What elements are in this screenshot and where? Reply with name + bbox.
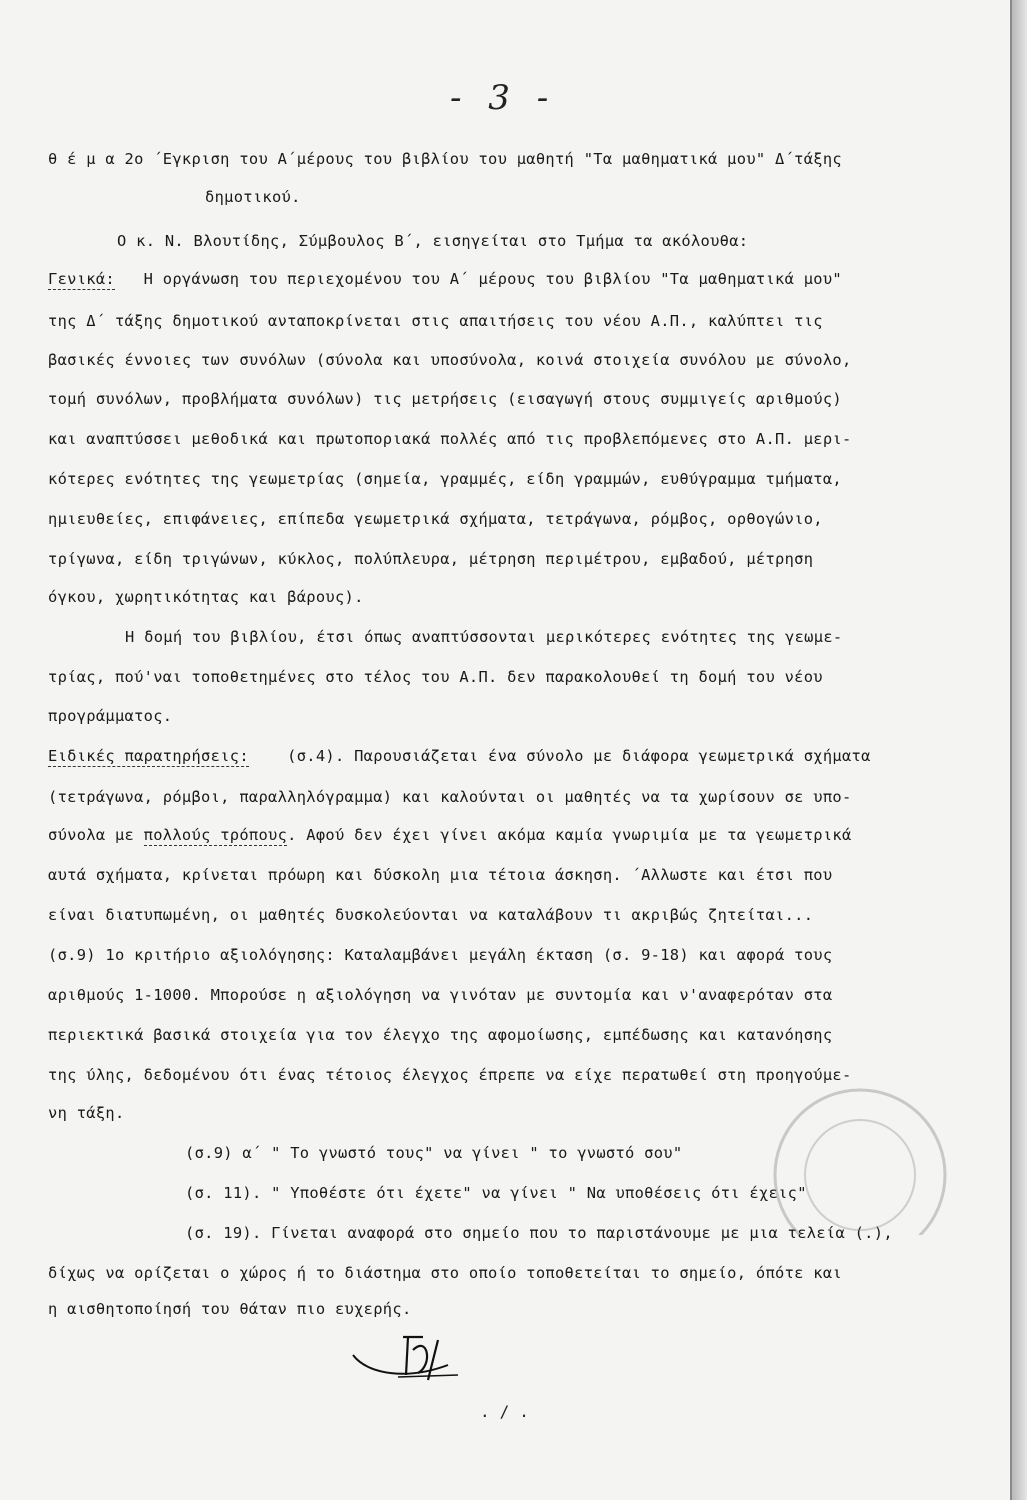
topic-heading-cont: δημοτικού.: [205, 188, 301, 206]
underlined-phrase: πολλούς τρόπους: [143, 826, 288, 844]
paragraph-line: τρίγωνα, είδη τριγώνων, κύκλος, πολύπλευρα, μέτρηση περιμέτρου, εμβαδού, μέτρηση: [48, 550, 814, 568]
paragraph-line: τρίας, πού'ναι τοποθετημένες στο τέλος του Α.Π. δεν παρακολουθεί τη δομή του νέου: [48, 668, 823, 686]
paragraph-line: τομή συνόλων, προβλήματα συνόλων) τις μετρήσεις (εισαγωγή στους συμμιγείς αριθμούς): [48, 390, 842, 408]
paragraph-line: της Δ΄ τάξης δημοτικού ανταποκρίνεται στις απαιτήσεις του νέου Α.Π., καλύπτει τις: [48, 312, 823, 330]
correction-line: (σ. 19). Γίνεται αναφορά στο σημείο που το παριστάνουμε με μια τελεία (.),: [185, 1224, 893, 1242]
general-heading: Γενικά:: [48, 270, 115, 288]
rapporteur-line: Ο κ. Ν. Βλουτίδης, Σύμβουλος Β΄, εισηγείται στο Τμήμα τα ακόλουθα:: [117, 232, 749, 250]
paragraph-line: Η δομή του βιβλίου, έτσι όπως αναπτύσσονται μερικότερες ενότητες της γεωμε-: [125, 628, 843, 646]
correction-line: (σ. 11). " Υποθέστε ότι έχετε" να γίνει " Να υποθέσεις ότι έχεις": [185, 1184, 807, 1202]
paragraph-line: δίχως να ορίζεται ο χώρος ή το διάστημα στο οποίο τοποθετείται το σημείο, όπότε και: [48, 1264, 842, 1282]
paragraph-line: σύνολα με πολλούς τρόπους. Αφού δεν έχει γίνει ακόμα καμία γνωριμία με τα γεωμετρικά: [48, 826, 852, 844]
paragraph-line: περιεκτικά βασικά στοιχεία για τον έλεγχο της αφομοίωσης, εμπέδωσης και κατανόησης: [48, 1026, 833, 1044]
paragraph-line: αριθμούς 1-1000. Μπορούσε η αξιολόγηση να γινόταν με συντομία και ν'αναφερόταν στα: [48, 986, 833, 1004]
paragraph-line: είναι διατυπωμένη, οι μαθητές δυσκολεύονται να καταλάβουν τι ακριβώς ζητείται...: [48, 906, 814, 924]
paragraph-line: (σ.9) 1ο κριτήριο αξιολόγησης: Καταλαμβάνει μεγάλη έκταση (σ. 9-18) και αφορά τους: [48, 946, 833, 964]
paragraph-line: της ύλης, δεδομένου ότι ένας τέτοιος έλεγχος έπρεπε να είχε περατωθεί στη προηγούμε-: [48, 1066, 852, 1084]
page-number: - 3 -: [450, 78, 557, 118]
page-edge: [1012, 0, 1027, 1500]
general-paragraph-line: Γενικά: Η οργάνωση του περιεχομένου του Α΄ μέρους του βιβλίου "Τα μαθηματικά μου": [48, 270, 842, 288]
correction-line: (σ.9) α΄ " Το γνωστό τους" να γίνει " το γνωστό σου": [185, 1144, 683, 1162]
page-footer: ./.: [480, 1402, 539, 1421]
paragraph-line: (τετράγωνα, ρόμβοι, παραλληλόγραμμα) και καλούνται οι μαθητές να τα χωρίσουν σε υπο-: [48, 788, 852, 806]
paragraph-line: προγράμματος.: [48, 707, 173, 725]
stamp-icon: [740, 1085, 960, 1235]
signature-icon: [348, 1325, 468, 1385]
paragraph-line: αυτά σχήματα, κρίνεται πρόωρη και δύσκολη μια τέτοια άσκηση. ΄Αλλωστε και έτσι που: [48, 866, 833, 884]
paragraph-line: ημιευθείες, επιφάνειες, επίπεδα γεωμετρικά σχήματα, τετράγωνα, ρόμβος, ορθογώνιο,: [48, 510, 823, 528]
special-remarks-heading: Ειδικές παρατηρήσεις:: [48, 747, 249, 765]
topic-heading: θ έ μ α 2ο ΄Εγκριση του Α΄μέρους του βιβλίου του μαθητή "Τα μαθηματικά μου" Δ΄τάξης: [48, 150, 842, 168]
special-remarks-line: Ειδικές παρατηρήσεις: (σ.4). Παρουσιάζεται ένα σύνολο με διάφορα γεωμετρικά σχήματα: [48, 747, 871, 765]
paragraph-line: και αναπτύσσει μεθοδικά και πρωτοποριακά πολλές από τις προβλεπόμενες στο Α.Π. μερι-: [48, 430, 852, 448]
paragraph-line: η αισθητοποίησή του θάταν πιο ευχερής.: [48, 1300, 412, 1318]
paragraph-line: βασικές έννοιες των συνόλων (σύνολα και υποσύνολα, κοινά στοιχεία συνόλου με σύνολο,: [48, 351, 852, 369]
paragraph-line: όγκου, χωρητικότητας και βάρους).: [48, 588, 364, 606]
paragraph-line: κότερες ενότητες της γεωμετρίας (σημεία, γραμμές, είδη γραμμών, ευθύγραμμα τμήματα,: [48, 470, 842, 488]
paragraph-line: νη τάξη.: [48, 1104, 125, 1122]
